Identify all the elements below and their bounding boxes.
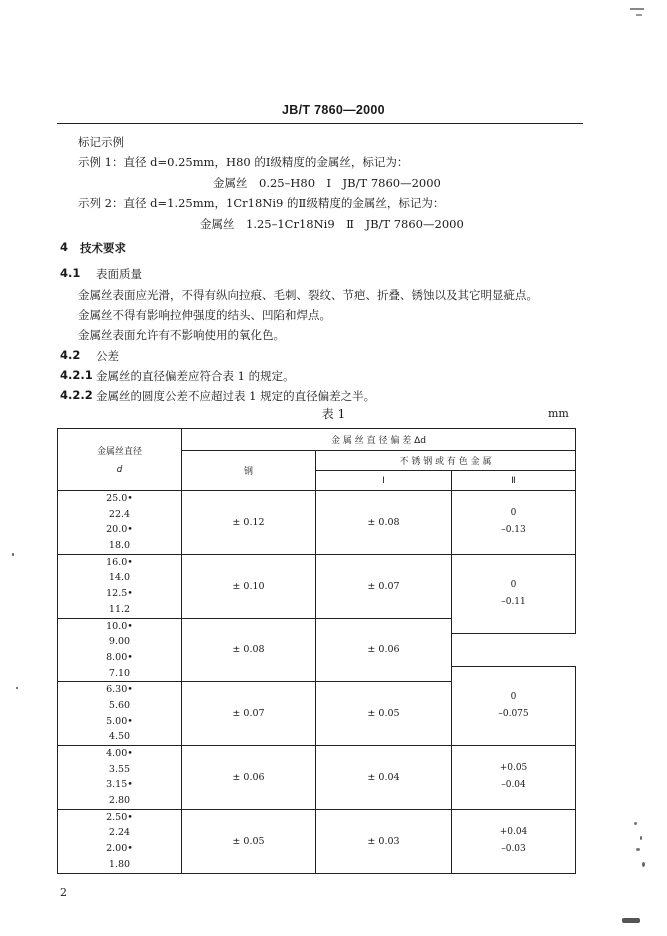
section-4-1-title: 表面质量 xyxy=(96,267,142,281)
diameter-group xyxy=(58,809,182,873)
section-4-1-paragraph-1: 金属丝表面应光滑，不得有纵向拉痕、毛刺、裂纹、节疤、折叠、锈蚀以及其它明显疵点。 xyxy=(78,288,538,302)
steel-deviation: ± 0.12 xyxy=(182,491,316,555)
section-4-2-1-number: 4.2.1 xyxy=(60,368,93,382)
grade-1-deviation: ± 0.04 xyxy=(316,746,452,810)
diameter-value: 14.0 xyxy=(108,572,131,584)
header-diameter-symbol: d xyxy=(116,465,123,475)
diameter-value: 2.80 xyxy=(108,795,131,807)
grade-2-upper: +0.05 xyxy=(499,763,528,774)
grade-1-deviation: ± 0.05 xyxy=(316,682,452,746)
scan-mark xyxy=(630,8,644,10)
diameter-value: 2.24 xyxy=(108,827,131,839)
grade-2-lower: –0.03 xyxy=(501,844,526,855)
grade-2-lower: –0.11 xyxy=(501,596,526,607)
diameter-value: 1.80 xyxy=(108,858,131,870)
scan-speck xyxy=(622,918,640,923)
marking-example-2-mark: 金属丝 1.25–1Cr18Ni9 Ⅱ JB/T 7860—2000 xyxy=(200,217,464,231)
steel-deviation: ± 0.06 xyxy=(182,746,316,810)
diameter-group xyxy=(58,554,182,618)
diameter-value: 12.5• xyxy=(106,588,133,600)
section-4-1-number: 4.1 xyxy=(60,266,81,280)
section-4-2-number: 4.2 xyxy=(60,348,81,362)
scan-speck xyxy=(642,862,645,867)
diameter-value: 22.4 xyxy=(108,508,131,520)
diameter-value: 16.0• xyxy=(106,556,133,568)
header-deviation: 金 属 丝 直 径 偏 差 Δd xyxy=(182,429,576,451)
marking-example-1-mark: 金属丝 0.25–H80 Ⅰ JB/T 7860—2000 xyxy=(213,176,441,190)
scan-speck xyxy=(636,848,640,851)
scan-speck xyxy=(12,553,14,556)
steel-deviation: ± 0.07 xyxy=(182,682,316,746)
scan-speck xyxy=(634,822,637,825)
grade-1-deviation: ± 0.03 xyxy=(316,809,452,873)
diameter-value: 2.50• xyxy=(106,811,133,823)
grade-2-deviation xyxy=(452,491,576,555)
grade-2-deviation xyxy=(452,554,576,633)
header-stainless: 不 锈 钢 或 有 色 金 属 xyxy=(316,451,576,471)
diameter-value: 8.00• xyxy=(106,651,133,663)
diameter-value: 3.15• xyxy=(106,779,133,791)
table-caption: 表 1 xyxy=(321,407,346,421)
section-4-number: 4 xyxy=(60,240,69,254)
grade-2-lower: –0.075 xyxy=(498,708,529,719)
diameter-value: 25.0• xyxy=(106,493,133,504)
grade-2-upper: 0 xyxy=(510,691,517,702)
section-4-2-title: 公差 xyxy=(96,349,119,363)
grade-2-deviation xyxy=(452,666,576,746)
tolerance-table xyxy=(57,428,576,874)
scan-speck xyxy=(640,836,642,840)
diameter-group xyxy=(58,491,182,555)
diameter-value: 7.10 xyxy=(108,667,131,679)
diameter-group xyxy=(58,746,182,810)
section-4-2-1-text: 金属丝的直径偏差应符合表 1 的规定。 xyxy=(96,369,295,383)
marking-example-1: 示例 1：直径 d=0.25mm，H80 的Ⅰ级精度的金属丝，标记为： xyxy=(78,155,409,169)
scan-speck xyxy=(16,687,18,689)
marking-title: 标记示例 xyxy=(78,135,124,149)
grade-2-upper: +0.04 xyxy=(499,827,528,838)
diameter-value: 2.00• xyxy=(106,843,133,855)
header-grade-1: Ⅰ xyxy=(316,471,452,491)
header-steel: 钢 xyxy=(182,451,316,491)
header-diameter-label: 金属丝直径 xyxy=(96,447,142,457)
diameter-value: 5.00• xyxy=(106,715,133,727)
diameter-value: 4.50 xyxy=(108,731,131,743)
diameter-value: 20.0• xyxy=(106,524,133,536)
diameter-group xyxy=(58,618,182,682)
page-number: 2 xyxy=(60,886,67,899)
header-rule xyxy=(57,123,583,124)
diameter-value: 6.30• xyxy=(106,684,133,696)
diameter-value: 18.0 xyxy=(108,540,131,552)
diameter-value: 11.2 xyxy=(108,603,131,615)
scan-mark xyxy=(636,14,642,16)
diameter-value: 4.00• xyxy=(106,748,133,759)
section-4-2-2-number: 4.2.2 xyxy=(60,388,93,402)
grade-2-lower: –0.04 xyxy=(501,780,526,791)
grade-1-deviation: ± 0.08 xyxy=(316,491,452,555)
grade-2-lower: –0.13 xyxy=(501,525,526,536)
steel-deviation: ± 0.10 xyxy=(182,554,316,618)
section-4-2-2-text: 金属丝的圆度公差不应超过表 1 规定的直径偏差之半。 xyxy=(96,389,376,403)
grade-2-deviation xyxy=(452,809,576,873)
grade-2-deviation xyxy=(452,746,576,810)
diameter-value: 10.0• xyxy=(106,620,133,632)
table-unit: mm xyxy=(548,407,569,420)
header-diameter xyxy=(58,429,182,491)
section-4-1-paragraph-3: 金属丝表面允许有不影响使用的氧化色。 xyxy=(78,328,285,342)
grade-2-upper: 0 xyxy=(510,579,517,590)
diameter-value: 3.55 xyxy=(108,763,131,775)
diameter-group xyxy=(58,682,182,746)
marking-example-2: 示列 2：直径 d=1.25mm，1Cr18Ni9 的Ⅱ级精度的金属丝，标记为： xyxy=(78,196,445,210)
header-grade-2: Ⅱ xyxy=(452,471,576,491)
grade-1-deviation: ± 0.06 xyxy=(316,618,452,682)
grade-1-deviation: ± 0.07 xyxy=(316,554,452,618)
steel-deviation: ± 0.05 xyxy=(182,809,316,873)
steel-deviation: ± 0.08 xyxy=(182,618,316,682)
standard-header: JB/T 7860—2000 xyxy=(282,103,385,117)
grade-2-upper: 0 xyxy=(510,508,517,519)
diameter-value: 5.60 xyxy=(108,699,131,711)
section-4-title: 技术要求 xyxy=(80,241,126,255)
diameter-value: 9.00 xyxy=(108,636,131,648)
section-4-1-paragraph-2: 金属丝不得有影响拉伸强度的结头、凹陷和焊点。 xyxy=(78,308,331,322)
